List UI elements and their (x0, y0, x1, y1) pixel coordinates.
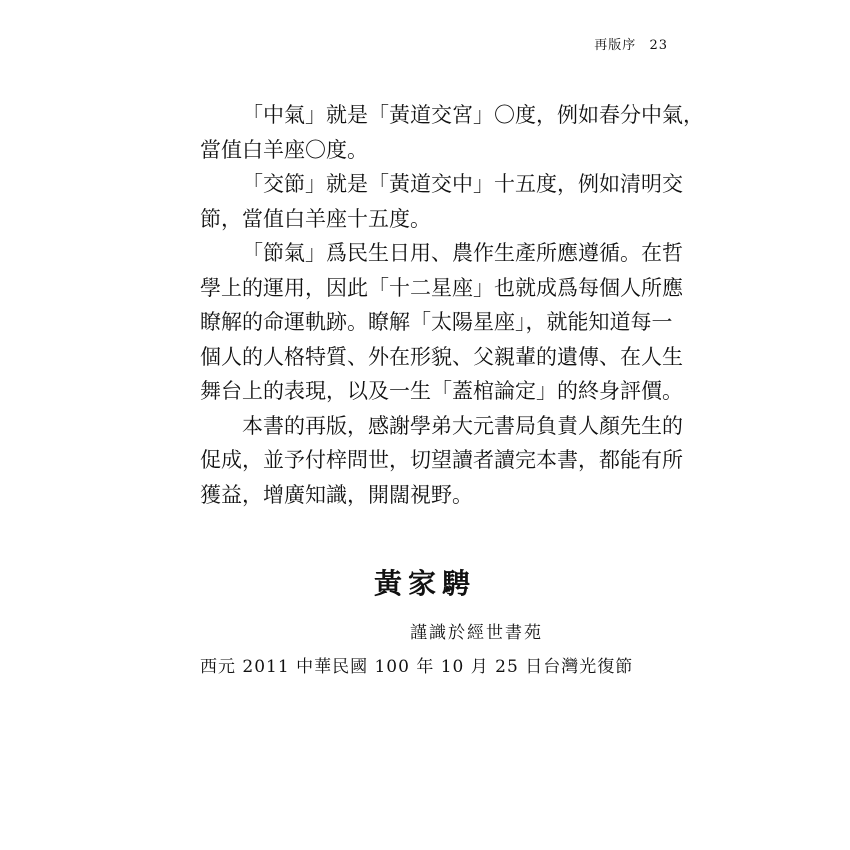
preface-body (200, 98, 704, 512)
text-line: 當值白羊座〇度。 (200, 137, 368, 162)
page-number: 23 (649, 38, 668, 53)
paragraph (200, 98, 704, 167)
text-line: 「交節」就是「黃道交中」十五度，例如清明交 (242, 172, 683, 196)
text-line: 獲益，增廣知識，開闊視野。 (200, 482, 473, 507)
running-header (594, 34, 668, 53)
paragraph (200, 167, 683, 236)
paragraph (200, 236, 683, 409)
signature-date: 西元 2011 中華民國 100 年 10 月 25 日台灣光復節 (200, 657, 634, 677)
text-line: 舞台上的表現，以及一生「蓋棺論定」的終身評價。 (200, 379, 683, 403)
paragraph (200, 409, 683, 513)
text-line: 「節氣」爲民生日用、農作生產所應遵循。在哲 (242, 241, 683, 265)
text-line: 節，當值白羊座十五度。 (200, 206, 431, 231)
text-line: 「中氣」就是「黃道交宮」〇度，例如春分中氣， (242, 103, 704, 127)
text-line: 促成，並予付梓問世，切望讀者讀完本書，都能有所 (200, 448, 683, 472)
section-title: 再版序 (594, 38, 637, 53)
text-line: 瞭解的命運軌跡。瞭解「太陽星座」，就能知道每一 (200, 310, 673, 334)
text-line: 學上的運用，因此「十二星座」也就成爲每個人所應 (200, 275, 683, 300)
author-signature: 黃家騁 (373, 567, 476, 600)
signature-note: 謹識於經世書苑 (410, 623, 543, 643)
text-line: 本書的再版，感謝學弟大元書局負責人顏先生的 (242, 413, 683, 438)
text-line: 個人的人格特質、外在形貌、父親輩的遺傳、在人生 (200, 344, 683, 369)
